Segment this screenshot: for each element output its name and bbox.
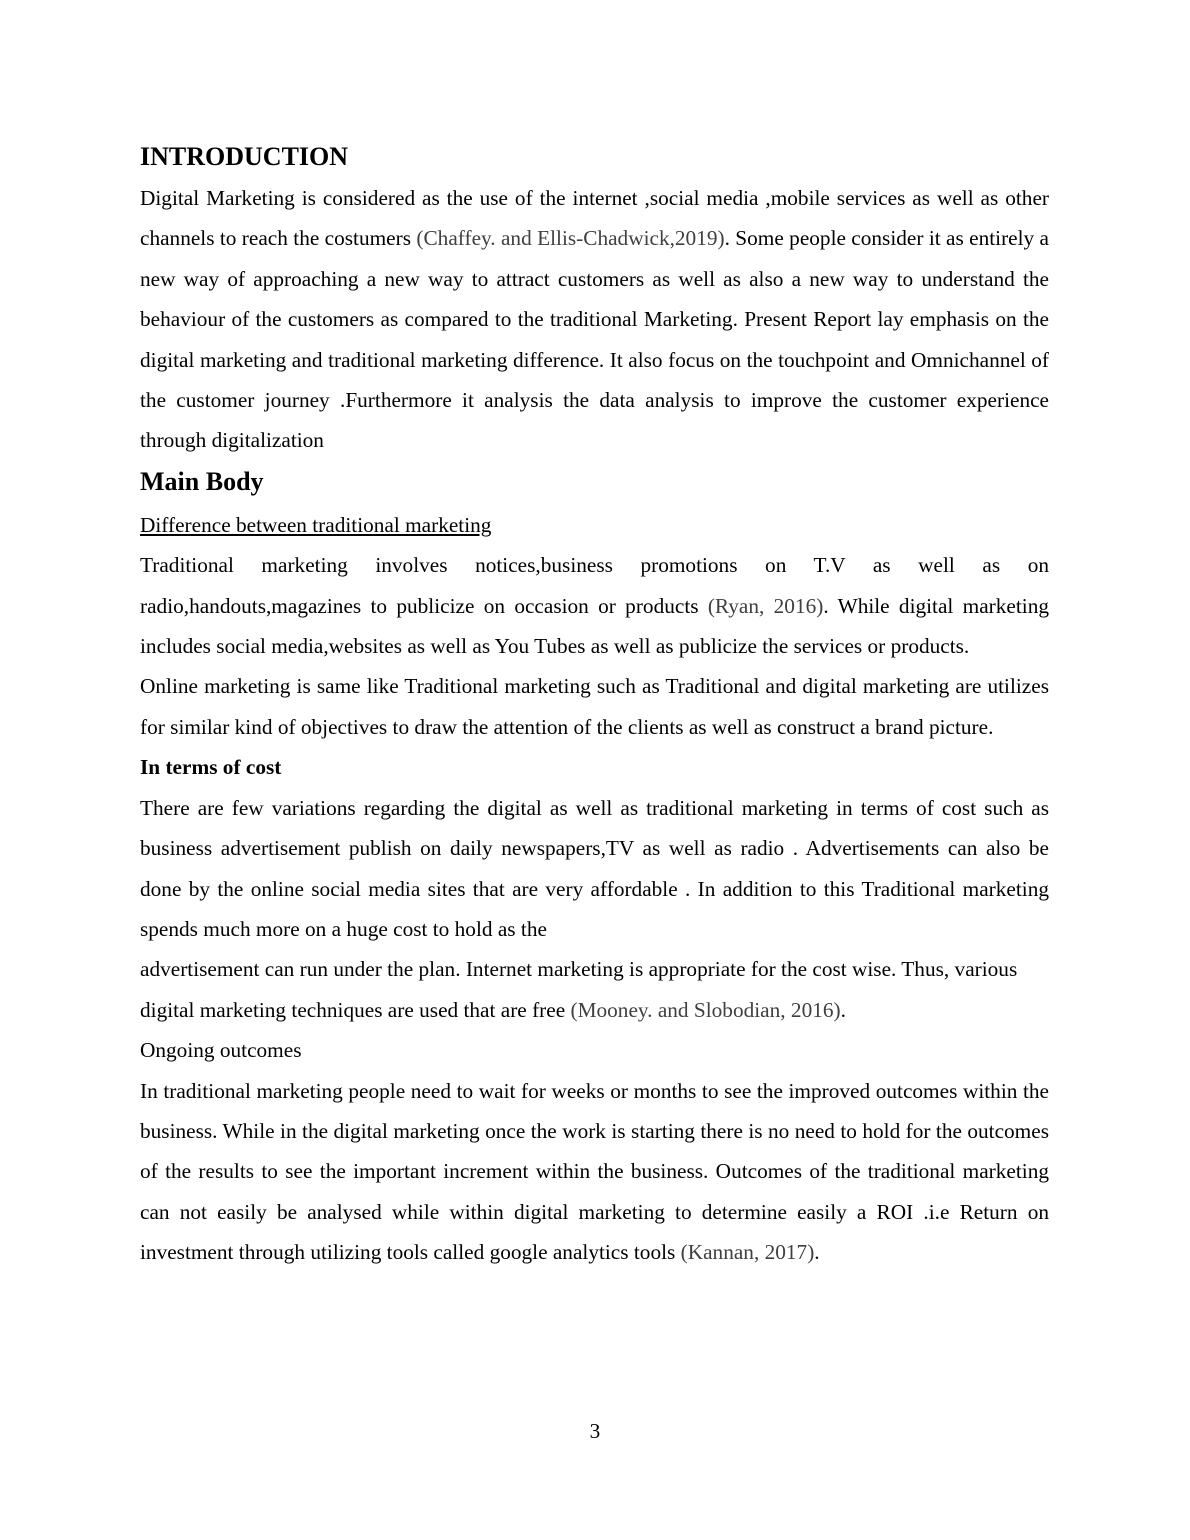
outcomes-text-b: . [814,1240,820,1265]
outcomes-paragraph [140,1071,1049,1273]
citation-kannan: (Kannan, 2017) [680,1240,815,1265]
intro-text-b: . Some people consider it as entirely a new way of approaching a new way to attract customers as well as also a new way to understand the behaviour of the customers as compared to the traditional Marketing. Present Report lay emphasis on the digital marketing and traditional marketing difference. It also focus on the touchpoint and Omnichannel of the customer journey .Furthermore it analysis the data analysis to improve the customer experience through digitalization [140,226,1049,453]
difference-paragraph-1 [140,545,1049,666]
cost-text-a: advertisement can run under the plan. Internet marketing is appropriate for the cost wise. Thus, various digital marketing techniques are used that are free [140,957,1018,1022]
citation-chaffey: (Chaffey. and Ellis-Chadwick,2019) [416,226,725,251]
main-body-heading: Main Body [140,466,264,496]
cost-subheading: In terms of cost [140,755,282,780]
cost-text-b: . [840,997,846,1022]
diff-text-b: . While digital marketing includes social media,websites as well as You Tubes as well as publicize the services or products. [140,593,1049,659]
citation-mooney: (Mooney. and Slobodian, 2016) [570,997,841,1022]
introduction-paragraph [140,178,1049,461]
difference-subheading: Difference between traditional marketing [140,512,492,537]
cost-paragraph-2 [140,949,1049,1030]
introduction-heading: INTRODUCTION [140,142,349,171]
page-content [140,140,1049,1273]
intro-text-a: Digital Marketing is considered as the use of the internet ,social media ,mobile services as well as other channels to reach the costumers [140,186,1049,251]
outcomes-text-a: In traditional marketing people need to wait for weeks or months to see the improved outcomes within the business. While in the digital marketing once the work is starting there is no need to hold for the outcomes of the results to see the important increment within the business. Outcomes of the traditional marketing can not easily be analysed while within digital marketing to determine easily a ROI .i.e Return on investment through utilizing tools called google analytics tools [140,1078,1049,1265]
diff-text-a: Traditional marketing involves notices,business promotions on T.V as well as on radio,handouts,magazines to publicize on occasion or products [140,553,1049,618]
difference-paragraph-2: Online marketing is same like Traditional marketing such as Traditional and digital marketing are utilizes for similar kind of objectives to draw the attention of the clients as well as construct a brand picture. [140,674,1049,739]
citation-ryan: (Ryan, 2016) [707,593,824,618]
cost-paragraph-1: There are few variations regarding the digital as well as traditional marketing in terms of cost such as business advertisement publish on daily newspapers,TV as well as radio . Advertisements can also be done by the online social media sites that are very affordable . In addition to this Traditional marketing spends much more on a huge cost to hold as the [140,795,1049,941]
page-number: 3 [589,1419,601,1443]
outcomes-subheading: Ongoing outcomes [140,1038,302,1063]
